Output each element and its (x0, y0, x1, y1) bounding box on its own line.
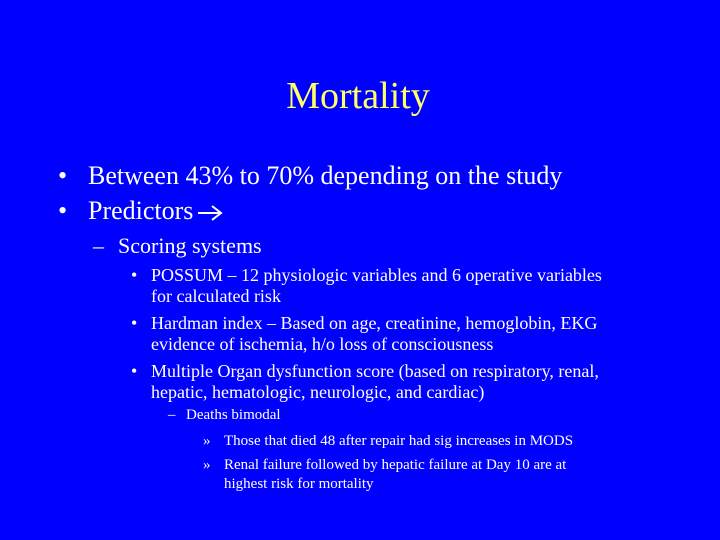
sub-marker: – (93, 233, 104, 258)
item-possum-line-1: POSSUM – 12 physiologic variables and 6 operative variables (151, 265, 602, 285)
item-marker: • (131, 313, 138, 333)
right-arrow-icon (197, 198, 223, 228)
item-hardman-line-2: evidence of ischemia, h/o loss of consciousness (151, 334, 494, 354)
bullet-predictors (88, 196, 223, 228)
item-marker: • (131, 361, 138, 381)
detail-mods-increase: Those that died 48 after repair had sig increases in MODS (224, 433, 574, 449)
detail-renal-failure-line-2: highest risk for mortality (224, 476, 374, 492)
bullet-mortality-range: Between 43% to 70% depending on the study (88, 161, 563, 190)
detail-renal-failure-line-1: Renal failure followed by hepatic failure at Day 10 are at (224, 457, 567, 473)
bullet-marker: • (58, 196, 68, 225)
sub-heading-scoring-systems: Scoring systems (118, 233, 262, 258)
detail-marker: » (203, 457, 211, 473)
item-mods-line-1: Multiple Organ dysfunction score (based on respiratory, renal, (151, 361, 599, 381)
item-marker: • (131, 265, 138, 285)
deaths-bimodal: Deaths bimodal (186, 407, 281, 423)
bullet-predictors-label: Predictors (88, 196, 194, 225)
slide-title: Mortality (286, 75, 430, 117)
item-hardman-line-1: Hardman index – Based on age, creatinine, hemoglobin, EKG (151, 313, 598, 333)
detail-marker: » (203, 433, 211, 449)
deaths-marker: – (168, 407, 176, 423)
item-possum-line-2: for calculated risk (151, 286, 281, 306)
bullet-marker: • (58, 161, 68, 190)
item-mods-line-2: hepatic, hematologic, neurologic, and cardiac) (151, 382, 485, 402)
